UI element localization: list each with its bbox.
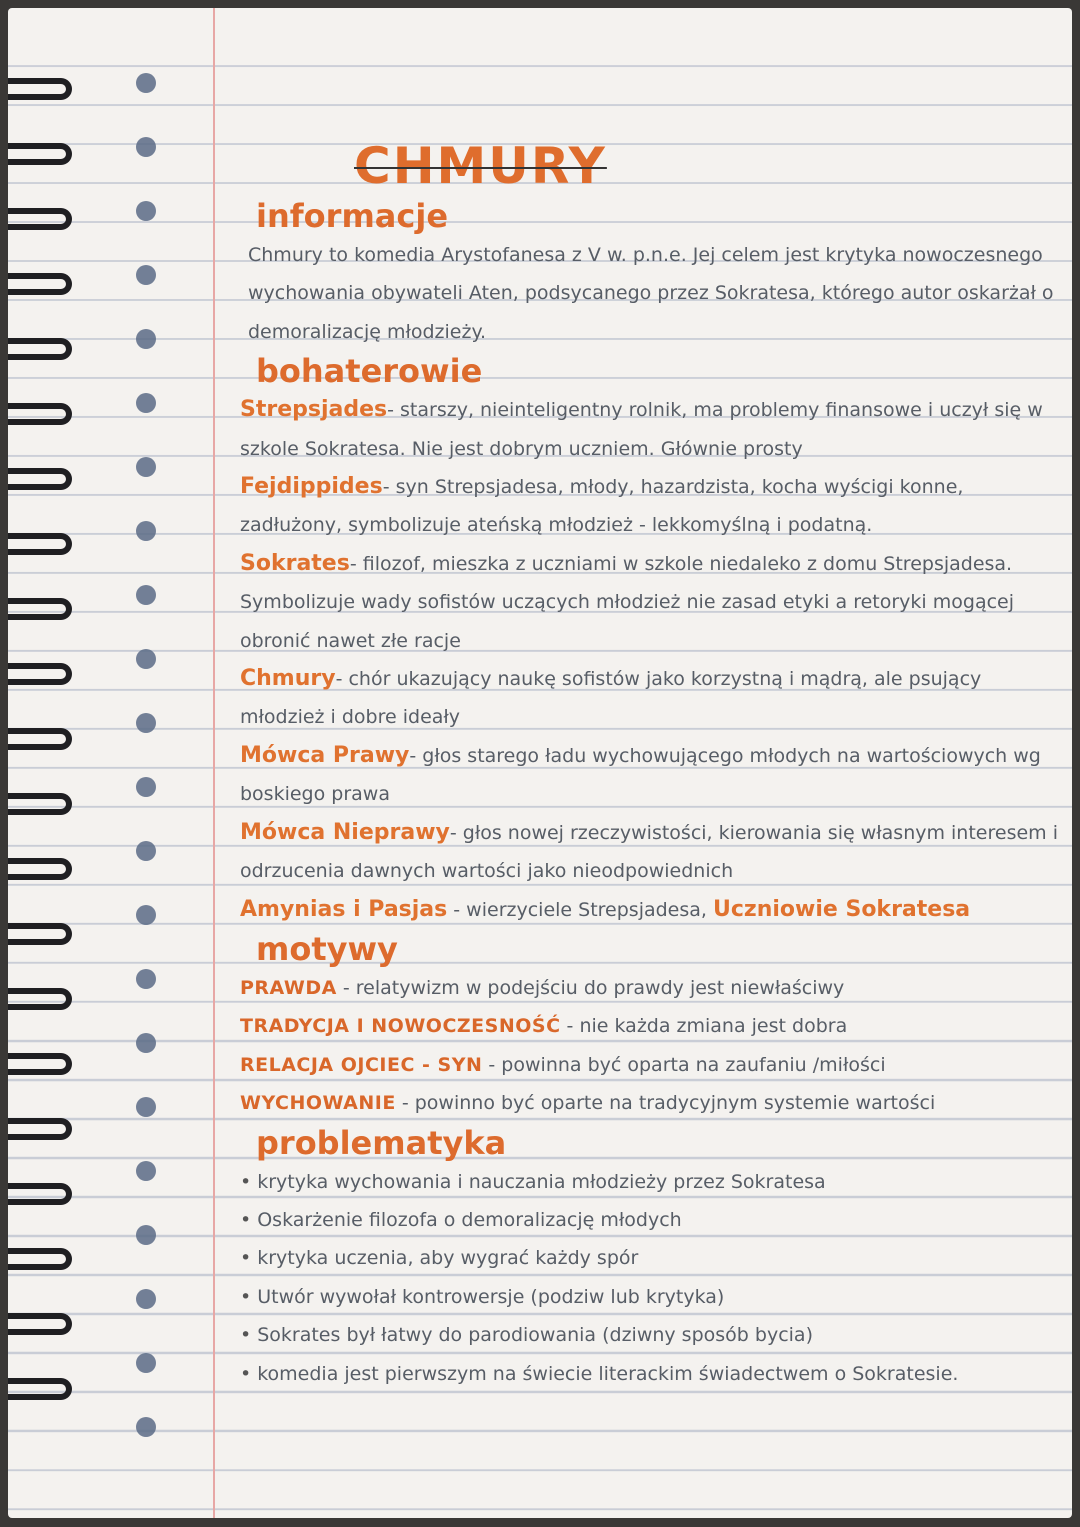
page-title: CHMURY	[354, 137, 607, 195]
punch-hole	[136, 1225, 156, 1245]
hero-description: - głos starego ładu wychowującego młodych na wartościowych wg boskiego prawa	[240, 744, 1041, 806]
motif-entry	[234, 1046, 1064, 1084]
hero-name: Fejdippides	[240, 474, 383, 500]
hero-name: Chmury	[240, 666, 336, 692]
motif-description: - powinno być oparte na tradycyjnym systemie wartości	[395, 1092, 936, 1115]
punch-hole	[136, 1161, 156, 1181]
spiral-ring	[8, 1053, 72, 1075]
spiral-ring	[8, 1248, 72, 1270]
spiral-ring	[8, 988, 72, 1010]
hero-name: Mówca Prawy	[240, 742, 410, 768]
spiral-ring	[8, 533, 72, 555]
hero-name: Sokrates	[240, 550, 350, 576]
motif-entry	[234, 1084, 1064, 1122]
bullet-icon: •	[240, 1247, 252, 1270]
hero-description: - głos nowej rzeczywistości, kierowania się własnym interesem i odrzucenia dawnych wartości jako nieodpowiednich	[240, 821, 1058, 883]
notebook-page	[8, 8, 1072, 1518]
punch-hole	[136, 457, 156, 477]
list-item	[240, 1163, 1064, 1201]
list-item	[240, 1316, 1064, 1354]
hero-description: - chór ukazujący naukę sofistów jako korzystną i mądrą, ale psujący młodzież i dobre ideały	[240, 668, 982, 729]
spiral-ring	[8, 208, 72, 230]
punch-hole	[136, 649, 156, 669]
motif-description: - powinna być oparta na zaufaniu /miłości	[482, 1053, 886, 1076]
section-heading-motifs: motywy	[256, 929, 398, 968]
list-item	[240, 1201, 1064, 1239]
spiral-ring	[8, 728, 72, 750]
motif-name: WYCHOWANIE	[240, 1092, 396, 1115]
list-item-text: komedia jest pierwszym na świecie literackim świadectwem o Sokratesie.	[257, 1362, 959, 1385]
list-item-text: Sokrates był łatwy do parodiowania (dziwny sposób bycia)	[257, 1324, 813, 1347]
punch-hole	[136, 777, 156, 797]
list-item-text: Oskarżenie filozofa o demoralizację młodych	[257, 1208, 682, 1231]
punch-hole	[136, 137, 156, 157]
motif-name: TRADYCJA I NOWOCZESNOŚĆ	[240, 1015, 561, 1038]
motif-name: PRAWDA	[240, 976, 337, 999]
punch-hole	[136, 585, 156, 605]
spiral-ring	[8, 403, 72, 425]
section-heading-info: informacje	[256, 197, 449, 235]
spiral-ring	[8, 858, 72, 880]
hero-description: - filozof, mieszka z uczniami w szkole niedaleko z domu Strepsjadesa. Symbolizuje wady sofistów uczących młodzież nie zasad etyki a retoryki mogącej obronić nawet złe racje	[240, 552, 1014, 652]
punch-hole	[136, 1097, 156, 1117]
margin-line	[213, 8, 215, 1518]
hero-entry	[234, 545, 1064, 660]
spiral-ring	[8, 468, 72, 490]
hero-entry	[234, 391, 1064, 468]
punch-hole	[136, 201, 156, 221]
spiral-ring	[8, 1313, 72, 1335]
motif-description: - relatywizm w podejściu do prawdy jest niewłaściwy	[336, 976, 845, 999]
spiral-ring	[8, 338, 72, 360]
punch-hole	[136, 329, 156, 349]
motif-description: - nie każda zmiana jest dobra	[560, 1015, 848, 1038]
list-item	[240, 1355, 1064, 1393]
punch-hole	[136, 73, 156, 93]
punch-hole	[136, 1417, 156, 1437]
spiral-ring	[8, 1118, 72, 1140]
spiral-ring	[8, 1183, 72, 1205]
punch-hole	[136, 521, 156, 541]
notes-content	[234, 136, 1064, 1393]
info-paragraph: Chmury to komedia Arystofanesa z V w. p.n.e. Jej celem jest krytyka nowoczesnego wychowania obywateli Aten, podsycanego przez Sokratesa, którego autor oskarżał o demoralizację młodzieży.	[248, 244, 1054, 343]
hero-entry	[234, 468, 1064, 545]
list-item	[240, 1278, 1064, 1316]
spiral-ring	[8, 273, 72, 295]
section-heading-heroes: bohaterowie	[256, 352, 483, 391]
spiral-ring	[8, 923, 72, 945]
spiral-ring	[8, 78, 72, 100]
hero-name: Mówca Nieprawy	[240, 819, 450, 845]
hero-entry	[234, 814, 1064, 891]
list-item-text: Utwór wywołał kontrowersje (podziw lub krytyka)	[257, 1285, 725, 1308]
hero-description: - wierzyciele Strepsjadesa,	[447, 898, 707, 921]
punch-hole	[136, 1353, 156, 1373]
spiral-ring	[8, 143, 72, 165]
punch-hole	[136, 841, 156, 861]
punch-holes	[136, 73, 156, 1481]
hero-entry	[234, 891, 1064, 929]
spiral-ring	[8, 663, 72, 685]
punch-hole	[136, 393, 156, 413]
punch-hole	[136, 1033, 156, 1053]
spiral-ring	[8, 598, 72, 620]
spiral-ring	[8, 1378, 72, 1400]
problems-list	[234, 1163, 1064, 1393]
hero-name: Amynias i Pasjas	[240, 896, 448, 922]
motif-entry	[234, 969, 1064, 1007]
bullet-icon: •	[240, 1362, 252, 1385]
list-item-text: krytyka wychowania i nauczania młodzieży przez Sokratesa	[257, 1170, 826, 1193]
hero-description: - starszy, nieinteligentny rolnik, ma problemy finansowe i uczył się w szkole Sokratesa. Nie jest dobrym uczniem. Głównie prosty	[240, 399, 1043, 460]
punch-hole	[136, 969, 156, 989]
punch-hole	[136, 265, 156, 285]
motif-entry	[234, 1007, 1064, 1045]
section-heading-problems: problematyka	[256, 1123, 507, 1162]
bullet-icon: •	[240, 1170, 252, 1193]
punch-hole	[136, 1289, 156, 1309]
hero-name: Uczniowie Sokratesa	[713, 896, 971, 922]
hero-entry	[234, 737, 1064, 814]
motif-name: RELACJA OJCIEC - SYN	[240, 1053, 483, 1076]
hero-name: Strepsjades	[240, 397, 388, 423]
list-item	[240, 1239, 1064, 1277]
bullet-icon: •	[240, 1324, 252, 1347]
hero-description: - syn Strepsjadesa, młody, hazardzista, kocha wyścigi konne, zadłużony, symbolizuje ateńską młodzież - lekkomyślną i podatną.	[240, 476, 964, 537]
punch-hole	[136, 713, 156, 733]
hero-entry	[234, 660, 1064, 737]
spiral-ring	[8, 793, 72, 815]
spiral-binding	[8, 78, 88, 1443]
bullet-icon: •	[240, 1208, 252, 1231]
list-item-text: krytyka uczenia, aby wygrać każdy spór	[257, 1247, 639, 1270]
punch-hole	[136, 905, 156, 925]
bullet-icon: •	[240, 1285, 252, 1308]
